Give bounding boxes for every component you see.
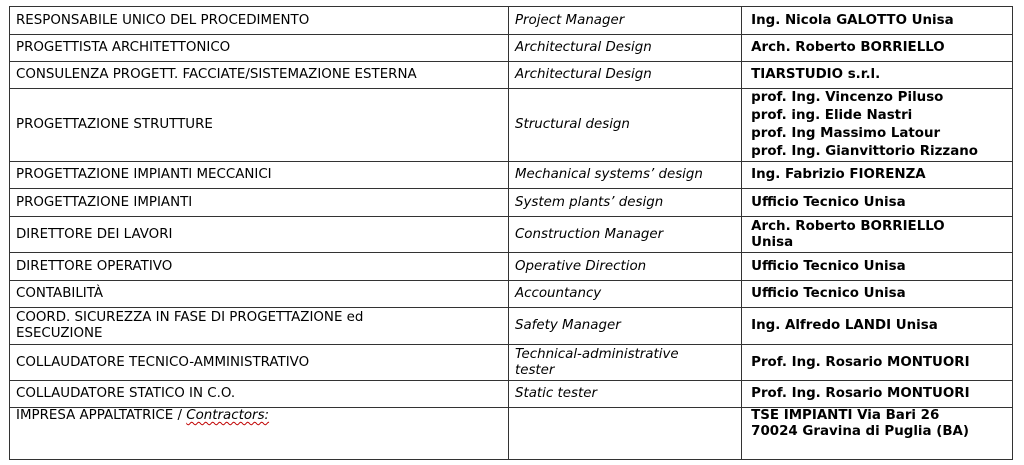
person-name: Ufficio Tecnico Unisa: [751, 258, 906, 274]
person-name: Arch. Roberto BORRIELLO: [751, 218, 945, 234]
role-suffix: Contractors:: [186, 408, 270, 423]
person-cell: [742, 345, 1013, 381]
table-row: [10, 253, 1013, 281]
table-row: [10, 308, 1013, 345]
project-team-table: [9, 6, 1013, 460]
person-cell: [742, 7, 1013, 35]
person-cell: [742, 162, 1013, 189]
person-name: Arch. Roberto BORRIELLO: [751, 40, 945, 55]
table-row: [10, 217, 1013, 253]
person-name: Prof. Ing. Rosario MONTUORI: [751, 354, 970, 370]
table-row: [10, 408, 1013, 460]
role-cell: DIRETTORE DEI LAVORI: [10, 217, 509, 253]
table-row: [10, 89, 1013, 162]
person-name: Prof. Ing. Rosario MONTUORI: [751, 386, 970, 401]
person-cell: [742, 62, 1013, 89]
person-name: Ing. Alfredo LANDI Unisa: [751, 318, 938, 333]
person-name: prof. ing. Elide Nastri: [751, 108, 913, 123]
english-role-cell: Structural design: [508, 89, 741, 162]
person-name: Ufficio Tecnico Unisa: [751, 194, 906, 210]
table-row: [10, 189, 1013, 217]
person-name: Ufficio Tecnico Unisa: [751, 286, 906, 301]
person-cell: [742, 281, 1013, 308]
english-role-cell: Project Manager: [508, 7, 741, 35]
role-line: COORD. SICUREZZA IN FASE DI PROGETTAZIONE ed: [16, 310, 364, 325]
english-role-cell: [508, 345, 741, 381]
table-row: [10, 62, 1013, 89]
english-role-line: Technical-administrative: [514, 346, 679, 362]
english-role-cell: [508, 408, 741, 460]
role-cell: COLLAUDATORE STATICO IN C.O.: [10, 381, 509, 408]
role-line: ESECUZIONE: [16, 326, 103, 341]
role-cell: PROGETTAZIONE IMPIANTI: [10, 189, 509, 217]
person-name: TIARSTUDIO s.r.l.: [751, 67, 881, 82]
english-role-cell: Accountancy: [508, 281, 741, 308]
role-cell: PROGETTAZIONE IMPIANTI MECCANICI: [10, 162, 509, 189]
role-cell: PROGETTAZIONE STRUTTURE: [10, 89, 509, 162]
role-cell: PROGETTISTA ARCHITETTONICO: [10, 35, 509, 62]
english-role-cell: Operative Direction: [508, 253, 741, 281]
english-role-cell: Architectural Design: [508, 35, 741, 62]
person-name: Ing. Nicola GALOTTO Unisa: [751, 12, 954, 28]
person-cell: [742, 89, 1013, 162]
person-cell: [742, 253, 1013, 281]
role-cell: CONTABILITÀ: [10, 281, 509, 308]
person-cell: [742, 381, 1013, 408]
english-role-line: tester: [514, 362, 555, 378]
table-row: [10, 345, 1013, 381]
person-name: Ing. Fabrizio FIORENZA: [751, 167, 926, 182]
contractor-line: TSE IMPIANTI Via Bari 26: [751, 408, 940, 423]
person-cell: [742, 217, 1013, 253]
person-name: Unisa: [751, 234, 794, 250]
person-cell: [742, 408, 1013, 460]
contractor-line: 70024 Gravina di Puglia (BA): [751, 424, 970, 439]
role-cell: RESPONSABILE UNICO DEL PROCEDIMENTO: [10, 7, 509, 35]
table-row: [10, 281, 1013, 308]
english-role-cell: Static tester: [508, 381, 741, 408]
person-name: prof. Ing. Vincenzo Piluso: [751, 90, 944, 105]
person-cell: [742, 308, 1013, 345]
table-row: [10, 381, 1013, 408]
role-cell: CONSULENZA PROGETT. FACCIATE/SISTEMAZIONE ESTERNA: [10, 62, 509, 89]
person-cell: [742, 35, 1013, 62]
role-cell: DIRETTORE OPERATIVO: [10, 253, 509, 281]
person-cell: [742, 189, 1013, 217]
table-row: [10, 7, 1013, 35]
english-role-cell: Safety Manager: [508, 308, 741, 345]
role-prefix: IMPRESA APPALTATRICE /: [16, 408, 187, 423]
role-cell: COLLAUDATORE TECNICO-AMMINISTRATIVO: [10, 345, 509, 381]
role-cell: [10, 408, 509, 460]
person-name: prof. Ing. Gianvittorio Rizzano: [751, 144, 978, 159]
table-row: [10, 162, 1013, 189]
table-row: [10, 35, 1013, 62]
person-name: prof. Ing Massimo Latour: [751, 126, 941, 141]
english-role-cell: Architectural Design: [508, 62, 741, 89]
english-role-cell: Construction Manager: [508, 217, 741, 253]
role-cell: [10, 308, 509, 345]
english-role-cell: Mechanical systems’ design: [508, 162, 741, 189]
english-role-cell: System plants’ design: [508, 189, 741, 217]
